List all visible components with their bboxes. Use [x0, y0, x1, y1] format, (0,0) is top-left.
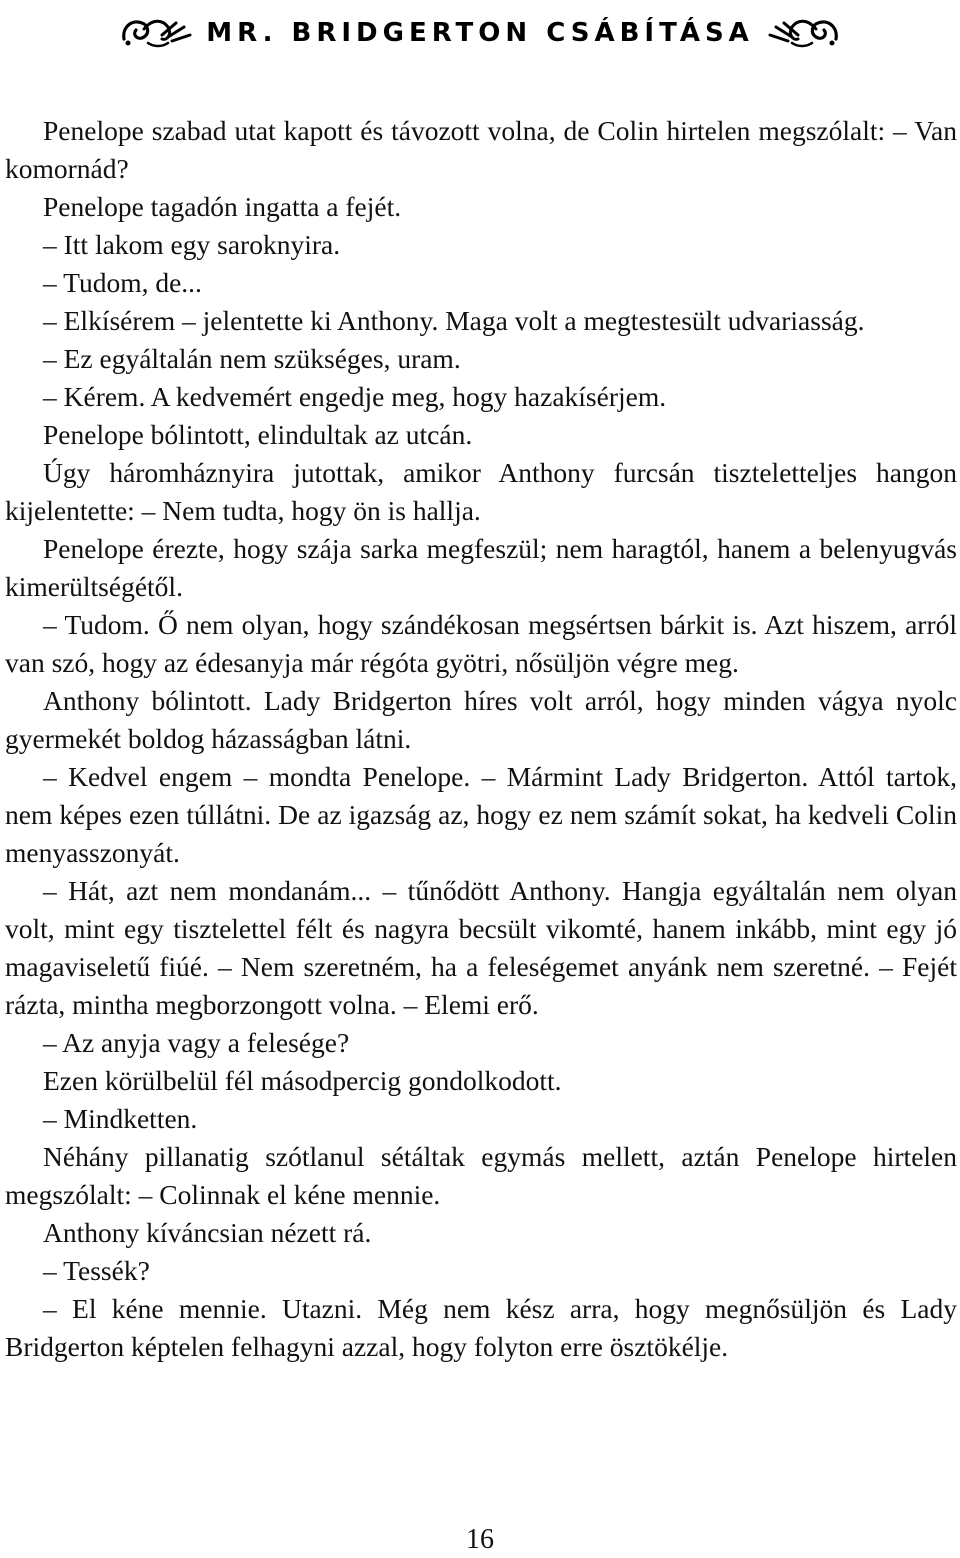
paragraph: – Itt lakom egy saroknyira.	[43, 229, 341, 260]
paragraph: – Mindketten.	[43, 1103, 198, 1134]
paragraph: – Tudom, de...	[43, 267, 202, 298]
body-text	[5, 112, 957, 1366]
paragraph: Anthony bólintott. Lady Bridgerton híres volt arról, hogy minden vágya nyolc gyermekét boldog házasságban látni.	[5, 685, 957, 754]
paragraph: – Tudom. Ő nem olyan, hogy szándékosan megsértsen bárkit is. Azt hiszem, arról van szó, hogy az édesanyja már régóta gyötri, nősüljön végre meg.	[5, 609, 957, 678]
paragraph: – El kéne mennie. Utazni. Még nem kész arra, hogy megnősüljön és Lady Bridgerton képtelen felhagyni azzal, hogy folyton erre ösztökélje.	[5, 1293, 957, 1362]
paragraph: Penelope bólintott, elindultak az utcán.	[43, 419, 473, 450]
paragraph: Néhány pillanatig szótlanul sétáltak egymás mellett, aztán Penelope hirtelen megszólalt: – Colinnak el kéne mennie.	[5, 1141, 957, 1210]
left-ornament-icon	[118, 13, 196, 53]
running-header	[0, 8, 960, 58]
book-title-header: MR. BRIDGERTON CSÁBÍTÁSA	[206, 18, 754, 48]
running-header-inner	[118, 13, 842, 53]
paragraph: – Kedvel engem – mondta Penelope. – Mármint Lady Bridgerton. Attól tartok, nem képes ezen túllátni. De az igazság az, hogy ez nem számít sokat, ha kedveli Colin menyasszonyát.	[5, 761, 957, 868]
paragraph: – Tessék?	[43, 1255, 150, 1286]
paragraph: Anthony kíváncsian nézett rá.	[43, 1217, 372, 1248]
paragraph: – Elkísérem – jelentette ki Anthony. Maga volt a megtestesült udvariasság.	[43, 305, 865, 336]
paragraph: – Kérem. A kedvemért engedje meg, hogy hazakísérjem.	[43, 381, 667, 412]
page-number: 16	[466, 1524, 494, 1555]
paragraph: – Az anyja vagy a felesége?	[43, 1027, 350, 1058]
paragraph: – Ez egyáltalán nem szükséges, uram.	[43, 343, 461, 374]
paragraph: Penelope tagadón ingatta a fejét.	[43, 191, 402, 222]
paragraph: Úgy háromháznyira jutottak, amikor Anthony furcsán tiszteletteljes hangon kijelentette: – Nem tudta, hogy ön is hallja.	[5, 457, 957, 526]
paragraph: Ezen körülbelül fél másodpercig gondolkodott.	[43, 1065, 562, 1096]
paragraph: Penelope érezte, hogy szája sarka megfeszül; nem haragtól, hanem a belenyugvás kimerültségétől.	[5, 533, 957, 602]
paragraph: Penelope szabad utat kapott és távozott volna, de Colin hirtelen megszólalt: – Van komornád?	[5, 115, 957, 184]
paragraph: – Hát, azt nem mondanám... – tűnődött Anthony. Hangja egyáltalán nem olyan volt, mint egy tisztelettel félt és nagyra becsült vikomté, hanem inkább, mint egy jó magaviseletű fiúé. – Nem szeretném, ha a feleségemet anyánk nem szeretné. – Fejét rázta, mintha megborzongott volna. – Elemi erő.	[5, 875, 957, 1020]
right-ornament-icon	[764, 13, 842, 53]
